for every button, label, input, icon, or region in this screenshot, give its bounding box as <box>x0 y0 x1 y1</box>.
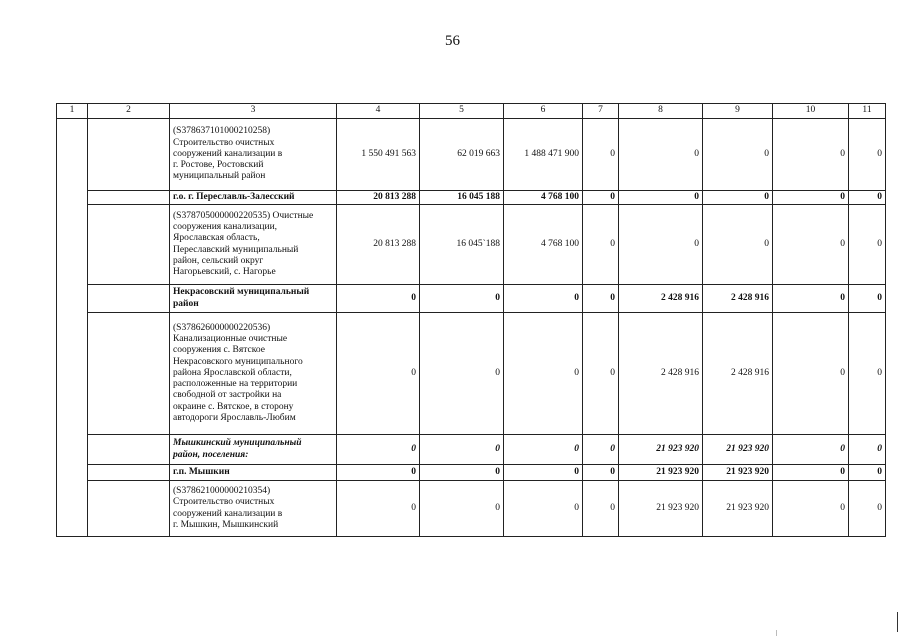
value-cell: 0 <box>583 481 619 537</box>
value-cell: 2 428 916 <box>703 313 773 435</box>
code-cell <box>88 481 170 537</box>
column-header: 4 <box>337 104 420 119</box>
value-cell: 2 428 916 <box>619 313 703 435</box>
table-row <box>57 205 886 285</box>
value-cell: 0 <box>337 313 420 435</box>
value-cell: 0 <box>583 191 619 205</box>
value-cell: 0 <box>583 465 619 481</box>
value-cell: 0 <box>420 435 504 465</box>
column-header: 7 <box>583 104 619 119</box>
value-cell: 0 <box>337 285 420 313</box>
code-cell <box>88 465 170 481</box>
table-row <box>57 119 886 191</box>
value-cell: 0 <box>583 313 619 435</box>
value-cell: 0 <box>420 465 504 481</box>
value-cell: 0 <box>619 119 703 191</box>
code-cell <box>88 191 170 205</box>
code-cell <box>88 435 170 465</box>
value-cell: 0 <box>504 285 583 313</box>
value-cell: 0 <box>849 435 886 465</box>
object-name-cell: г.о. г. Переславль-Залесский <box>170 191 337 205</box>
value-cell: 0 <box>583 205 619 285</box>
value-cell: 0 <box>337 465 420 481</box>
scan-speck <box>776 630 777 636</box>
object-name-cell: г.п. Мышкин <box>170 465 337 481</box>
value-cell: 16 045`188 <box>420 205 504 285</box>
column-number-row <box>57 104 886 119</box>
value-cell: 0 <box>773 465 849 481</box>
column-header: 5 <box>420 104 504 119</box>
value-cell: 0 <box>773 119 849 191</box>
value-cell: 1 488 471 900 <box>504 119 583 191</box>
column-header: 1 <box>57 104 88 119</box>
value-cell: 0 <box>849 285 886 313</box>
value-cell: 0 <box>583 435 619 465</box>
value-cell: 4 768 100 <box>504 205 583 285</box>
value-cell: 2 428 916 <box>619 285 703 313</box>
value-cell: 0 <box>420 481 504 537</box>
value-cell: 0 <box>849 481 886 537</box>
value-cell: 1 550 491 563 <box>337 119 420 191</box>
value-cell: 0 <box>504 313 583 435</box>
table-row <box>57 481 886 537</box>
value-cell: 0 <box>773 191 849 205</box>
value-cell: 0 <box>849 313 886 435</box>
column-header: 8 <box>619 104 703 119</box>
object-name-cell: (S378637101000210258) Строительство очистных сооружений канализации в г. Ростове, Ростовский муниципальный район <box>170 119 337 191</box>
column-header: 3 <box>170 104 337 119</box>
value-cell: 21 923 920 <box>619 465 703 481</box>
value-cell: 21 923 920 <box>703 481 773 537</box>
value-cell: 0 <box>504 481 583 537</box>
column-header: 10 <box>773 104 849 119</box>
index-cell <box>57 119 88 537</box>
value-cell: 21 923 920 <box>703 435 773 465</box>
value-cell: 0 <box>703 191 773 205</box>
value-cell: 4 768 100 <box>504 191 583 205</box>
object-name-cell: Мышкинский муниципальный район, поселения: <box>170 435 337 465</box>
value-cell: 0 <box>619 191 703 205</box>
value-cell: 2 428 916 <box>703 285 773 313</box>
value-cell: 0 <box>583 285 619 313</box>
table-row <box>57 313 886 435</box>
value-cell: 0 <box>849 191 886 205</box>
value-cell: 0 <box>773 285 849 313</box>
value-cell: 0 <box>583 119 619 191</box>
value-cell: 0 <box>420 285 504 313</box>
value-cell: 0 <box>703 119 773 191</box>
scan-edge-mark <box>897 612 898 632</box>
value-cell: 0 <box>773 481 849 537</box>
value-cell: 16 045 188 <box>420 191 504 205</box>
object-name-cell: (S378626000000220536) Канализационные очистные сооружения с. Вятское Некрасовского муниципального района Ярославской области, расположенные на территории свободной от застройки на окраине с. Вятское, в сторону автодороги Ярославль-Любим <box>170 313 337 435</box>
value-cell: 0 <box>849 205 886 285</box>
budget-table <box>56 103 886 537</box>
value-cell: 0 <box>504 465 583 481</box>
value-cell: 0 <box>849 465 886 481</box>
column-header: 6 <box>504 104 583 119</box>
object-name-cell: (S378621000000210354) Строительство очистных сооружений канализации в г. Мышкин, Мышкинский <box>170 481 337 537</box>
value-cell: 0 <box>504 435 583 465</box>
value-cell: 0 <box>420 313 504 435</box>
column-header: 11 <box>849 104 886 119</box>
page-number: 56 <box>445 33 460 49</box>
object-name-cell: Некрасовский муниципальный район <box>170 285 337 313</box>
value-cell: 21 923 920 <box>703 465 773 481</box>
table-row <box>57 285 886 313</box>
value-cell: 0 <box>337 435 420 465</box>
table-row <box>57 465 886 481</box>
value-cell: 0 <box>773 205 849 285</box>
table-row <box>57 435 886 465</box>
table-row <box>57 191 886 205</box>
object-name-cell: (S378705000000220535) Очистные сооружения канализации, Ярославская область, Переславский муниципальный район, сельский округ Нагорьевский, с. Нагорье <box>170 205 337 285</box>
value-cell: 0 <box>849 119 886 191</box>
value-cell: 0 <box>773 435 849 465</box>
value-cell: 62 019 663 <box>420 119 504 191</box>
value-cell: 0 <box>773 313 849 435</box>
code-cell <box>88 313 170 435</box>
value-cell: 21 923 920 <box>619 481 703 537</box>
code-cell <box>88 285 170 313</box>
value-cell: 20 813 288 <box>337 205 420 285</box>
value-cell: 0 <box>703 205 773 285</box>
code-cell <box>88 205 170 285</box>
value-cell: 0 <box>619 205 703 285</box>
column-header: 9 <box>703 104 773 119</box>
value-cell: 20 813 288 <box>337 191 420 205</box>
value-cell: 0 <box>337 481 420 537</box>
column-header: 2 <box>88 104 170 119</box>
code-cell <box>88 119 170 191</box>
value-cell: 21 923 920 <box>619 435 703 465</box>
